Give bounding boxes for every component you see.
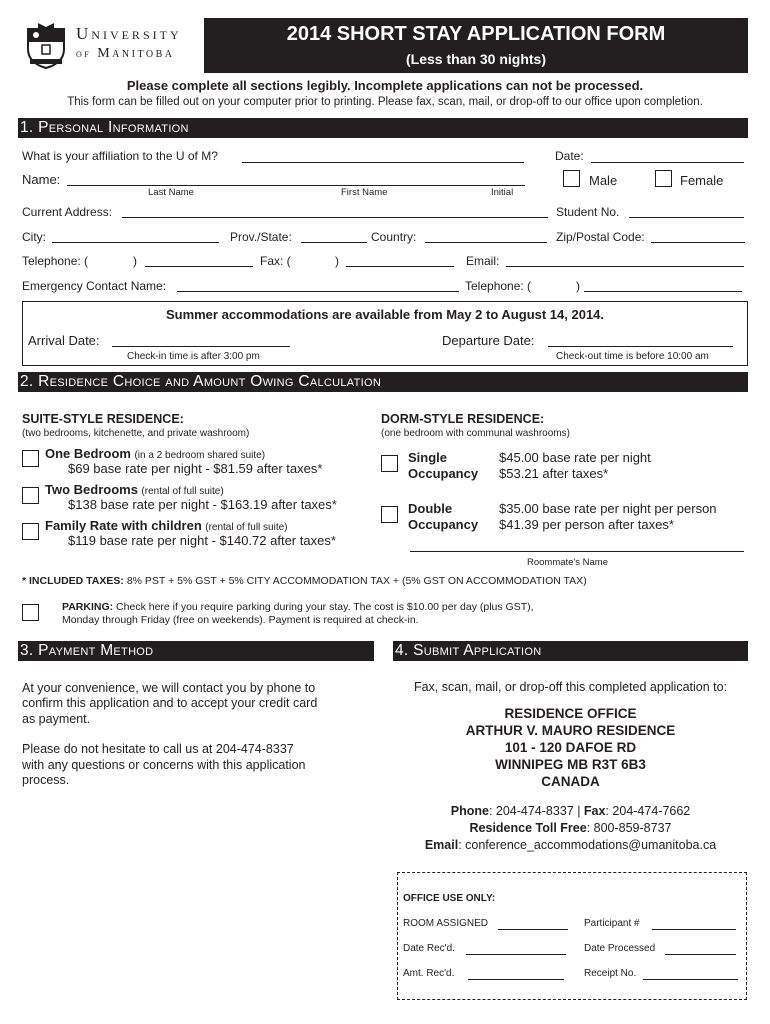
address-label: Current Address: [22, 205, 113, 219]
participant-field[interactable] [652, 929, 736, 930]
single-occupancy-checkbox[interactable] [381, 455, 398, 472]
family-rate-checkbox[interactable] [22, 523, 39, 540]
email-contact-label: Email [424, 838, 459, 852]
one-bedroom-note: (in a 2 bedroom shared suite) [134, 450, 266, 461]
male-checkbox[interactable] [563, 170, 580, 187]
two-bedrooms-title: Two Bedrooms [45, 482, 138, 497]
student-no-label: Student No. [556, 205, 620, 219]
date-field[interactable] [591, 162, 744, 163]
room-assigned-label: ROOM ASSIGNED [403, 918, 489, 929]
univ-prefix: of [76, 48, 92, 60]
initial-caption: Initial [491, 187, 514, 198]
single-rate-2: $53.21 after taxes* [499, 466, 609, 481]
payment-p1-line3: as payment. [22, 712, 91, 726]
single-label-2: Occupancy [408, 466, 479, 481]
double-occupancy-checkbox[interactable] [381, 506, 398, 523]
one-bedroom-checkbox[interactable] [22, 450, 39, 467]
title-block [204, 18, 748, 73]
zip-label: Zip/Postal Code: [556, 230, 645, 244]
emergency-telephone-paren: ) [576, 279, 580, 293]
two-bedrooms-checkbox[interactable] [22, 487, 39, 504]
office-use-box [397, 872, 747, 1000]
amt-recd-field[interactable] [468, 979, 564, 980]
telephone-paren: ) [133, 254, 137, 268]
address-line-5: CANADA [541, 774, 600, 789]
two-bedrooms-rate: $138 base rate per night - $163.19 after taxes* [68, 497, 337, 512]
country-field[interactable] [425, 242, 547, 243]
contact-email [393, 838, 748, 852]
arrival-label: Arrival Date: [28, 333, 100, 348]
double-rate-1: $35.00 base rate per night per person [499, 501, 717, 516]
submit-intro: Fax, scan, mail, or drop-off this completed application to: [413, 680, 728, 694]
address-line-3: 101 - 120 DAFOE RD [504, 740, 637, 755]
amt-recd-label: Amt. Rec'd. [403, 968, 455, 979]
roommate-field[interactable] [410, 551, 744, 552]
date-processed-label: Date Processed [584, 943, 656, 954]
affiliation-label: What is your affiliation to the U of M? [22, 149, 218, 163]
university-name-line2 [76, 46, 175, 62]
suite-heading: SUITE-STYLE RESIDENCE: [22, 412, 184, 426]
instruction-bold: Please complete all sections legibly. Incomplete applications can not be processed. [126, 78, 644, 93]
one-bedroom-title: One Bedroom [45, 446, 131, 461]
room-assigned-field[interactable] [498, 929, 568, 930]
date-recd-label: Date Rec'd. [403, 943, 455, 954]
payment-p1-line1: At your convenience, we will contact you by phone to [22, 681, 316, 695]
form-subtitle: (Less than 30 nights) [405, 51, 547, 67]
suite-subheading: (two bedrooms, kitchenette, and private washroom) [22, 428, 250, 439]
departure-label: Departure Date: [442, 333, 535, 348]
email-field[interactable] [506, 266, 744, 267]
payment-p1-line2: confirm this application and to accept your credit card [22, 696, 318, 710]
single-label-1: Single [408, 450, 448, 465]
female-label: Female [680, 173, 724, 188]
roommate-caption: Roommate's Name [527, 557, 609, 568]
two-bedrooms-note: (rental of full suite) [141, 486, 224, 497]
family-rate-note: (rental of full suite) [205, 522, 288, 533]
affiliation-field[interactable] [242, 162, 524, 163]
parking-checkbox[interactable] [22, 604, 39, 621]
family-rate-label [45, 518, 288, 533]
phone-label: Phone [450, 804, 489, 818]
single-rate-1: $45.00 base rate per night [499, 450, 651, 465]
date-label: Date: [555, 149, 584, 163]
parking-line-2: Monday through Friday (free on weekends). Payment is required at check-in. [62, 614, 419, 626]
zip-field[interactable] [651, 242, 745, 243]
telephone-label: Telephone: ( [22, 254, 89, 268]
arrival-field[interactable] [112, 346, 290, 347]
fax-paren: ) [335, 254, 339, 268]
telephone-field[interactable] [145, 266, 253, 267]
email-contact-value: : conference_accommodations@umanitoba.ca [458, 838, 717, 852]
instruction-plain: This form can be filled out on your computer prior to printing. Please fax, scan, mail, or drop-off to our office upon completion. [67, 96, 703, 108]
phone-value: : 204-474-8337 | [488, 804, 584, 818]
double-label-1: Double [408, 501, 453, 516]
checkin-note: Check-in time is after 3:00 pm [127, 351, 260, 362]
payment-p2-line3: process. [22, 773, 70, 787]
country-label: Country: [371, 230, 417, 244]
fax-contact-label: Fax [583, 804, 606, 818]
office-use-title: OFFICE USE ONLY: [403, 893, 496, 904]
male-label: Male [589, 173, 618, 188]
date-recd-field[interactable] [466, 954, 566, 955]
fax-field[interactable] [346, 266, 454, 267]
section-3-header: 3. Payment Method [18, 641, 374, 661]
emergency-telephone-label: Telephone: ( [465, 279, 532, 293]
emergency-label: Emergency Contact Name: [22, 279, 167, 293]
student-no-field[interactable] [629, 217, 744, 218]
family-rate-rate: $119 base rate per night - $140.72 after taxes* [68, 533, 336, 548]
participant-label: Participant # [584, 918, 640, 929]
toll-free-value: : 800-859-8737 [586, 821, 672, 835]
section-2-header: 2. Residence Choice and Amount Owing Calculation [18, 372, 748, 392]
included-taxes [22, 575, 587, 587]
fax-label: Fax: ( [260, 254, 291, 268]
address-line-2: ARTHUR V. MAURO RESIDENCE [465, 723, 676, 738]
dorm-heading: DORM-STYLE RESIDENCE: [381, 412, 545, 426]
family-rate-title: Family Rate with children [45, 518, 202, 533]
address-line-1: RESIDENCE OFFICE [504, 706, 637, 721]
double-rate-2: $41.39 per person after taxes* [499, 517, 674, 532]
crest-icon [24, 21, 68, 69]
last-name-caption: Last Name [148, 187, 194, 198]
section-1-header: 1. Personal Information [18, 118, 748, 138]
receipt-no-field[interactable] [643, 979, 738, 980]
departure-field[interactable] [548, 346, 733, 347]
first-name-caption: First Name [341, 187, 388, 198]
double-label-2: Occupancy [408, 517, 479, 532]
included-taxes-label: * INCLUDED TAXES: [22, 575, 124, 587]
one-bedroom-label [45, 446, 265, 461]
prov-field[interactable] [301, 242, 367, 243]
fax-contact-value: : 204-474-7662 [605, 804, 691, 818]
parking-text: Check here if you require parking during your stay. The cost is $10.00 per day (plus GST), [113, 601, 534, 613]
two-bedrooms-label [45, 482, 224, 497]
payment-p2-line1: Please do not hesitate to call us at 204-474-8337 [22, 742, 294, 756]
summer-note: Summer accommodations are available from May 2 to August 14, 2014. [165, 307, 605, 322]
name-field[interactable] [67, 185, 525, 186]
univ-name: Manitoba [97, 46, 175, 61]
date-processed-field[interactable] [665, 954, 736, 955]
university-name-line1: University [76, 24, 182, 43]
dorm-subheading: (one bedroom with communal washrooms) [381, 428, 570, 439]
parking-line-1 [62, 601, 534, 613]
form-title: 2014 SHORT STAY APPLICATION FORM [286, 23, 666, 45]
emergency-telephone-field[interactable] [584, 291, 742, 292]
one-bedroom-rate: $69 base rate per night - $81.59 after taxes* [68, 461, 323, 476]
payment-p2-line2: with any questions or concerns with this application [22, 758, 306, 772]
prov-label: Prov./State: [230, 230, 292, 244]
emergency-field[interactable] [177, 291, 459, 292]
city-label: City: [22, 230, 46, 244]
receipt-no-label: Receipt No. [584, 968, 637, 979]
address-line-4: WINNIPEG MB R3T 6B3 [495, 757, 646, 772]
parking-label: PARKING: [62, 601, 114, 613]
section-4-header: 4. Submit Application [393, 641, 748, 661]
checkout-note: Check-out time is before 10:00 am [556, 351, 709, 362]
included-taxes-text: 8% PST + 5% GST + 5% CITY ACCOMMODATION TAX + (5% GST ON ACCOMMODATION TAX) [123, 575, 587, 587]
female-checkbox[interactable] [655, 170, 672, 187]
address-field[interactable] [122, 217, 548, 218]
toll-free-label: Residence Toll Free [469, 821, 587, 835]
contact-toll-free [393, 821, 748, 835]
contact-phone-fax [393, 804, 748, 818]
name-label: Name: [22, 172, 61, 187]
city-field[interactable] [52, 242, 219, 243]
email-label: Email: [466, 254, 500, 268]
